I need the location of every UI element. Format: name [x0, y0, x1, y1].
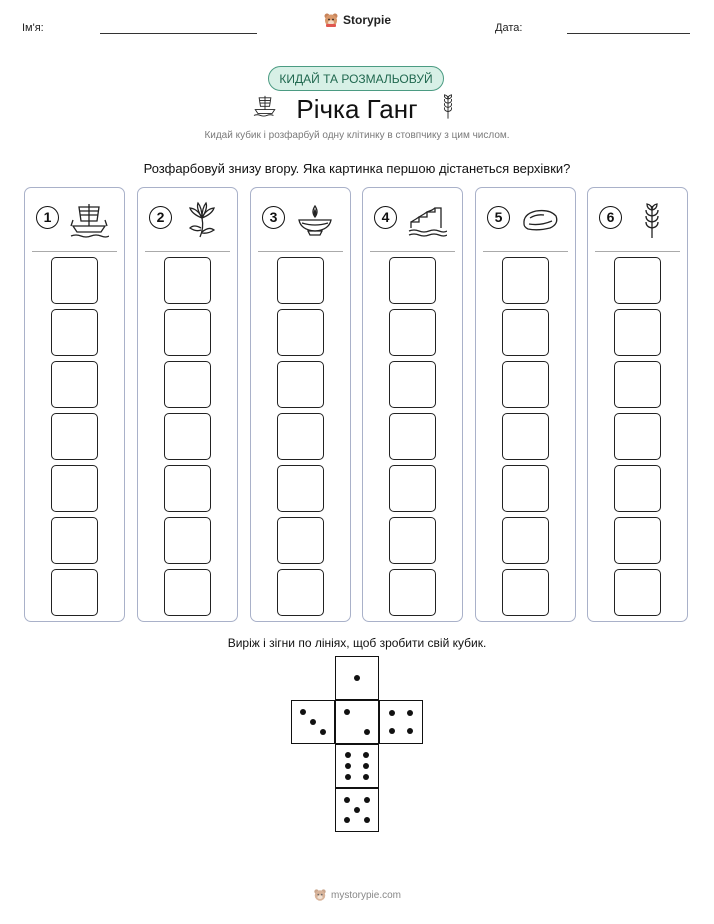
color-cell[interactable]	[389, 413, 436, 460]
color-cell[interactable]	[614, 465, 661, 512]
column-divider	[32, 251, 117, 252]
die-pip	[389, 710, 395, 716]
die-pip	[363, 752, 369, 758]
color-cell[interactable]	[51, 569, 98, 616]
color-cell[interactable]	[51, 361, 98, 408]
column-number: 6	[599, 206, 622, 229]
flower-icon	[182, 200, 222, 240]
boat-icon	[69, 200, 109, 240]
color-cell[interactable]	[164, 517, 211, 564]
brand-logo	[0, 12, 714, 28]
column-divider	[370, 251, 455, 252]
color-cell[interactable]	[389, 465, 436, 512]
column-number: 5	[487, 206, 510, 229]
die-pip	[320, 729, 326, 735]
column-divider	[258, 251, 343, 252]
die-pip	[345, 752, 351, 758]
footer	[0, 888, 714, 902]
color-cell[interactable]	[277, 465, 324, 512]
die-pip	[300, 709, 306, 715]
die-pip	[363, 774, 369, 780]
color-cell[interactable]	[389, 517, 436, 564]
wheat-icon	[632, 200, 672, 240]
diya-lamp-icon	[295, 200, 335, 240]
color-cell[interactable]	[164, 257, 211, 304]
column-divider	[483, 251, 568, 252]
color-cell[interactable]	[389, 361, 436, 408]
bear-logo-icon	[313, 888, 327, 902]
activity-badge: КИДАЙ ТА РОЗМАЛЬОВУЙ	[268, 66, 444, 91]
color-cell[interactable]	[502, 413, 549, 460]
stone-icon	[520, 200, 560, 240]
brand-name: Storypie	[342, 13, 391, 27]
color-cell[interactable]	[277, 257, 324, 304]
die-face-3	[291, 700, 335, 744]
color-cell[interactable]	[164, 465, 211, 512]
ghat-steps-icon	[407, 200, 447, 240]
column-number: 1	[36, 206, 59, 229]
die-pip	[354, 807, 360, 813]
die-pip	[364, 817, 370, 823]
color-cell[interactable]	[277, 361, 324, 408]
name-line	[100, 33, 257, 34]
bear-logo-icon	[323, 12, 339, 28]
column-divider	[145, 251, 230, 252]
die-face-6	[335, 744, 379, 788]
column-number: 2	[149, 206, 172, 229]
color-cell[interactable]	[502, 569, 549, 616]
die-pip	[345, 774, 351, 780]
column-1	[24, 187, 125, 622]
color-cell[interactable]	[614, 517, 661, 564]
die-pip	[389, 728, 395, 734]
footer-url: mystorypie.com	[330, 889, 401, 901]
color-cell[interactable]	[389, 569, 436, 616]
color-cell[interactable]	[277, 569, 324, 616]
die-pip	[345, 763, 351, 769]
color-cell[interactable]	[389, 257, 436, 304]
title-wheat-icon	[438, 92, 458, 120]
subtitle: Кидай кубик і розфарбуй одну клітинку в стовпчику з цим числом.	[204, 130, 510, 141]
color-cell[interactable]	[614, 569, 661, 616]
die-pip	[407, 710, 413, 716]
die-face-2	[335, 700, 379, 744]
color-cell[interactable]	[164, 413, 211, 460]
color-cell[interactable]	[389, 309, 436, 356]
color-cell[interactable]	[502, 361, 549, 408]
die-pip	[364, 729, 370, 735]
color-cell[interactable]	[164, 309, 211, 356]
column-4	[362, 187, 463, 622]
column-divider	[595, 251, 680, 252]
column-5	[475, 187, 576, 622]
date-label: Дата:	[495, 22, 523, 34]
die-pip	[344, 817, 350, 823]
color-cell[interactable]	[51, 257, 98, 304]
color-cell[interactable]	[164, 569, 211, 616]
color-cell[interactable]	[614, 413, 661, 460]
color-cell[interactable]	[51, 465, 98, 512]
column-6	[587, 187, 688, 622]
color-cell[interactable]	[502, 465, 549, 512]
color-cell[interactable]	[51, 309, 98, 356]
die-face-1	[335, 656, 379, 700]
die-pip	[310, 719, 316, 725]
die-face-4	[379, 700, 423, 744]
die-pip	[407, 728, 413, 734]
column-number: 4	[374, 206, 397, 229]
page-title: Річка Ганг	[296, 94, 418, 124]
color-cell[interactable]	[502, 257, 549, 304]
die-pip	[344, 797, 350, 803]
cut-instruction: Виріж і зігни по лініях, щоб зробити свій кубик.	[227, 636, 487, 650]
color-cell[interactable]	[614, 257, 661, 304]
color-cell[interactable]	[502, 309, 549, 356]
date-line	[567, 33, 690, 34]
die-pip	[354, 675, 360, 681]
color-cell[interactable]	[277, 309, 324, 356]
die-pip	[344, 709, 350, 715]
column-number: 3	[262, 206, 285, 229]
color-cell[interactable]	[164, 361, 211, 408]
column-3	[250, 187, 351, 622]
color-cell[interactable]	[614, 309, 661, 356]
color-cell[interactable]	[277, 413, 324, 460]
color-cell[interactable]	[51, 517, 98, 564]
die-pip	[363, 763, 369, 769]
die-pip	[364, 797, 370, 803]
column-2	[137, 187, 238, 622]
color-cell[interactable]	[277, 517, 324, 564]
name-label: Ім'я:	[22, 22, 44, 34]
color-cell[interactable]	[614, 361, 661, 408]
instruction: Розфарбовуй знизу вгору. Яка картинка першою дістанеться верхівки?	[143, 161, 571, 176]
color-cell[interactable]	[51, 413, 98, 460]
color-cell[interactable]	[502, 517, 549, 564]
die-face-5	[335, 788, 379, 832]
